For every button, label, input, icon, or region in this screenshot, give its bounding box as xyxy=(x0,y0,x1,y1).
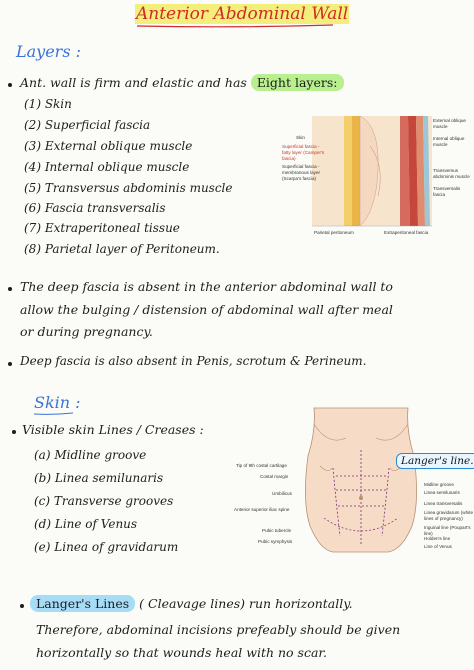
layer-item: (5) Transversus abdominis muscle xyxy=(24,181,233,195)
layer-item: (3) External oblique muscle xyxy=(24,139,193,153)
fig2-label-left: Pubic symphysis xyxy=(258,539,293,544)
deep-fascia-line-2: allow the bulging / distension of abdominal wall after meal xyxy=(20,302,393,317)
fig2-label-right: Midline groove xyxy=(424,482,454,487)
fig2-label-right: Linea transversalis xyxy=(424,501,463,506)
layer-item: (4) Internal oblique muscle xyxy=(24,160,190,174)
fig2-label-right: Linea gravidarum (white lines of pregnancy) xyxy=(424,510,474,521)
fig2-label-left: Anterior superior iliac spine xyxy=(234,507,290,512)
layer-item: (6) Fascia transversalis xyxy=(24,201,166,215)
incisions-line: horizontally so that wounds heal with no scar. xyxy=(36,645,327,660)
fig1-label-extraperitoneal: Extraperitoneal fascia xyxy=(384,230,429,235)
skin-item: (e) Linea of gravidarum xyxy=(34,540,179,554)
bullet xyxy=(8,287,12,291)
langers-lines-text: ( Cleavage lines) run horizontally. xyxy=(139,596,353,611)
fig2-label-left: Tip of 9th costal cartilage xyxy=(236,463,287,468)
bullet xyxy=(8,362,12,366)
fig2-label-left: Pubic tubercle xyxy=(262,528,292,533)
deep-fascia-line-1: The deep fascia is absent in the anterior abdominal wall to xyxy=(20,279,393,294)
skin-item: (a) Midline groove xyxy=(34,448,147,462)
bullet xyxy=(8,83,12,87)
deep-fascia-absent-line: Deep fascia is also absent in Penis, scrotum & Perineum. xyxy=(20,354,367,368)
langers-lines-line xyxy=(30,596,353,611)
fig1-label-external-oblique: External oblique muscle xyxy=(433,118,466,129)
fig1-label-membranous: Superficial fascia - membranous layer (Scarpa's fascia) xyxy=(282,164,321,181)
langers-line-tag: Langer's line. xyxy=(396,453,474,469)
skin-underline xyxy=(33,412,75,416)
abdominal-skin-lines-figure xyxy=(228,406,474,554)
page-title: Anterior Abdominal Wall xyxy=(136,4,349,24)
eight-layers-highlight: Eight layers: xyxy=(251,74,344,91)
layer-item: (1) Skin xyxy=(24,97,72,111)
fig2-label-right: Inguinal line (Poupart's line) xyxy=(424,525,471,536)
intro-line xyxy=(20,75,344,90)
deep-fascia-line-3: or during pregnancy. xyxy=(20,324,153,339)
fig1-label-internal-oblique: Internal oblique muscle xyxy=(433,136,465,147)
fig1-label-transversalis: Transversalis fascia xyxy=(433,186,461,197)
skin-item: (d) Line of Venus xyxy=(34,517,138,531)
incisions-line: Therefore, abdominal incisions prefeably should be given xyxy=(36,622,401,637)
fig2-label-right: Line of Venus xyxy=(424,544,452,549)
title-underline xyxy=(135,24,335,28)
langers-lines-highlight: Langer's Lines xyxy=(30,595,135,612)
fig1-label-transversus: Transversus abdominis muscle xyxy=(433,168,470,179)
abdominal-wall-layers-figure xyxy=(282,116,474,246)
skin-item: (b) Linea semilunaris xyxy=(34,471,164,485)
skin-item: (c) Transverse grooves xyxy=(34,494,174,508)
layer-item: (2) Superficial fascia xyxy=(24,118,151,132)
bullet xyxy=(20,604,24,608)
layer-item: (7) Extraperitoneal tissue xyxy=(24,221,180,235)
fig2-label-right: Linea semilunaris xyxy=(424,490,460,495)
visible-lines-heading: Visible skin Lines / Creases : xyxy=(22,422,204,437)
fig1-label-parietal: Parietal peritoneum xyxy=(314,230,354,235)
fig1-label-skin: Skin xyxy=(296,135,305,140)
fig1-label-fatty: Superficial fascia - fatty layer (Camper's fascia) xyxy=(282,144,325,161)
layers-heading: Layers : xyxy=(16,42,82,61)
layer-item: (8) Parietal layer of Peritoneum. xyxy=(24,242,220,256)
fig2-label-left: Costal margin xyxy=(260,474,289,479)
fig2-label-left: Umbilicus xyxy=(272,491,292,496)
skin-heading: Skin : xyxy=(34,393,81,412)
fig2-label-right: Holden's line xyxy=(424,536,451,541)
bullet xyxy=(12,430,16,434)
intro-text: Ant. wall is firm and elastic and has xyxy=(20,75,247,90)
